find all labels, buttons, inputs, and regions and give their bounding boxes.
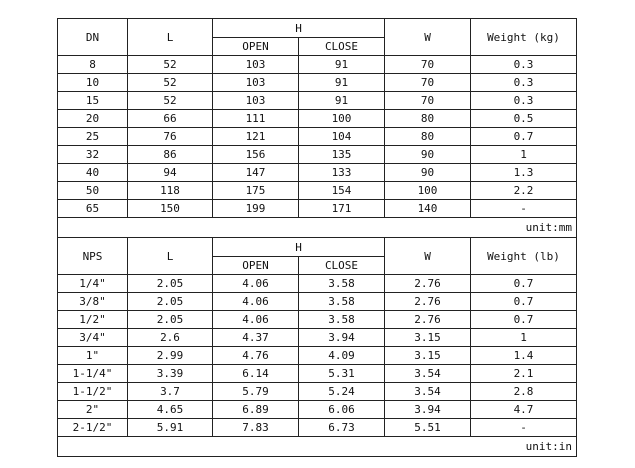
- metric-h-open-cell: 103: [213, 92, 299, 110]
- table-row: [58, 419, 577, 437]
- imperial-h-open-cell: 7.83: [213, 419, 299, 437]
- imperial-unit-label: unit:in: [58, 437, 577, 457]
- table-row: [58, 365, 577, 383]
- imperial-w-cell: 5.51: [385, 419, 471, 437]
- imperial-weight-cell: 0.7: [471, 293, 577, 311]
- imperial-h-open-cell: 6.14: [213, 365, 299, 383]
- imperial-w-cell: 3.54: [385, 365, 471, 383]
- metric-l-cell: 66: [128, 110, 213, 128]
- metric-w-cell: 80: [385, 110, 471, 128]
- metric-l-cell: 52: [128, 56, 213, 74]
- metric-weight-cell: 0.3: [471, 56, 577, 74]
- table-row: [58, 164, 577, 182]
- table-row: [58, 311, 577, 329]
- imperial-l-cell: 3.7: [128, 383, 213, 401]
- imperial-l-header: L: [128, 238, 213, 275]
- imperial-h-open-cell: 5.79: [213, 383, 299, 401]
- imperial-h-close-cell: 4.09: [299, 347, 385, 365]
- imperial-l-cell: 2.05: [128, 275, 213, 293]
- imperial-weight-cell: 2.8: [471, 383, 577, 401]
- metric-size-cell: 25: [58, 128, 128, 146]
- table-row: [58, 329, 577, 347]
- metric-w-cell: 80: [385, 128, 471, 146]
- metric-w-cell: 70: [385, 92, 471, 110]
- imperial-l-cell: 2.05: [128, 311, 213, 329]
- imperial-w-cell: 2.76: [385, 275, 471, 293]
- imperial-h-close-cell: 3.58: [299, 275, 385, 293]
- table-row: [58, 74, 577, 92]
- imperial-h-open-cell: 4.06: [213, 311, 299, 329]
- imperial-h-close-cell: 3.58: [299, 311, 385, 329]
- metric-h-open-cell: 175: [213, 182, 299, 200]
- metric-h-close-cell: 100: [299, 110, 385, 128]
- imperial-h-close-cell: 5.31: [299, 365, 385, 383]
- metric-l-cell: 118: [128, 182, 213, 200]
- table-row: [58, 146, 577, 164]
- dimension-table-body: [58, 19, 577, 457]
- imperial-h-open-cell: 4.76: [213, 347, 299, 365]
- metric-h-open-cell: 156: [213, 146, 299, 164]
- metric-weight-header: Weight (kg): [471, 19, 577, 56]
- metric-h-header: H: [213, 19, 385, 38]
- imperial-weight-cell: 2.1: [471, 365, 577, 383]
- table-row: [58, 182, 577, 200]
- metric-unit-label: unit:mm: [58, 218, 577, 238]
- imperial-size-cell: 1/4": [58, 275, 128, 293]
- imperial-size-cell: 2-1/2": [58, 419, 128, 437]
- imperial-w-cell: 2.76: [385, 311, 471, 329]
- metric-w-header: W: [385, 19, 471, 56]
- imperial-size-cell: 1/2": [58, 311, 128, 329]
- imperial-l-cell: 4.65: [128, 401, 213, 419]
- imperial-h-close-cell: 5.24: [299, 383, 385, 401]
- metric-h-close-cell: 133: [299, 164, 385, 182]
- metric-weight-cell: -: [471, 200, 577, 218]
- imperial-h-close-cell: 3.58: [299, 293, 385, 311]
- metric-h-open-cell: 121: [213, 128, 299, 146]
- metric-weight-cell: 0.3: [471, 92, 577, 110]
- metric-h-open-cell: 103: [213, 74, 299, 92]
- imperial-size-header: NPS: [58, 238, 128, 275]
- imperial-h-open-cell: 4.37: [213, 329, 299, 347]
- metric-size-cell: 50: [58, 182, 128, 200]
- imperial-w-cell: 3.94: [385, 401, 471, 419]
- imperial-weight-cell: 1: [471, 329, 577, 347]
- imperial-weight-cell: 4.7: [471, 401, 577, 419]
- metric-l-cell: 86: [128, 146, 213, 164]
- imperial-h-close-cell: 3.94: [299, 329, 385, 347]
- imperial-size-cell: 2": [58, 401, 128, 419]
- imperial-l-cell: 2.6: [128, 329, 213, 347]
- imperial-size-cell: 1-1/4": [58, 365, 128, 383]
- imperial-size-cell: 3/8": [58, 293, 128, 311]
- imperial-unit-row: [58, 437, 577, 457]
- metric-w-cell: 140: [385, 200, 471, 218]
- imperial-h-open-cell: 6.89: [213, 401, 299, 419]
- metric-weight-cell: 0.3: [471, 74, 577, 92]
- table-row: [58, 401, 577, 419]
- imperial-l-cell: 2.99: [128, 347, 213, 365]
- metric-weight-cell: 1.3: [471, 164, 577, 182]
- imperial-weight-header: Weight (lb): [471, 238, 577, 275]
- metric-h-close-cell: 91: [299, 56, 385, 74]
- imperial-h-open-header: OPEN: [213, 257, 299, 275]
- imperial-h-header: H: [213, 238, 385, 257]
- metric-l-cell: 150: [128, 200, 213, 218]
- metric-size-cell: 65: [58, 200, 128, 218]
- metric-h-open-cell: 103: [213, 56, 299, 74]
- table-row: [58, 275, 577, 293]
- metric-w-cell: 70: [385, 74, 471, 92]
- imperial-weight-cell: 1.4: [471, 347, 577, 365]
- metric-weight-cell: 0.5: [471, 110, 577, 128]
- table-row: [58, 383, 577, 401]
- metric-size-cell: 32: [58, 146, 128, 164]
- metric-size-cell: 40: [58, 164, 128, 182]
- imperial-l-cell: 3.39: [128, 365, 213, 383]
- metric-h-close-header: CLOSE: [299, 38, 385, 56]
- dimension-table: [57, 18, 577, 457]
- imperial-w-cell: 2.76: [385, 293, 471, 311]
- imperial-h-close-header: CLOSE: [299, 257, 385, 275]
- table-row: [58, 200, 577, 218]
- imperial-l-cell: 2.05: [128, 293, 213, 311]
- imperial-h-open-cell: 4.06: [213, 293, 299, 311]
- metric-unit-row: [58, 218, 577, 238]
- metric-h-close-cell: 135: [299, 146, 385, 164]
- imperial-weight-cell: 0.7: [471, 311, 577, 329]
- metric-w-cell: 90: [385, 164, 471, 182]
- imperial-w-cell: 3.54: [385, 383, 471, 401]
- metric-l-cell: 52: [128, 92, 213, 110]
- metric-size-cell: 10: [58, 74, 128, 92]
- table-row: [58, 110, 577, 128]
- metric-h-open-cell: 199: [213, 200, 299, 218]
- imperial-h-open-cell: 4.06: [213, 275, 299, 293]
- metric-h-close-cell: 91: [299, 92, 385, 110]
- table-row: [58, 128, 577, 146]
- imperial-w-cell: 3.15: [385, 329, 471, 347]
- metric-size-cell: 20: [58, 110, 128, 128]
- table-row: [58, 92, 577, 110]
- metric-h-close-cell: 154: [299, 182, 385, 200]
- metric-l-header: L: [128, 19, 213, 56]
- metric-size-cell: 15: [58, 92, 128, 110]
- metric-h-close-cell: 104: [299, 128, 385, 146]
- metric-size-header: DN: [58, 19, 128, 56]
- metric-w-cell: 100: [385, 182, 471, 200]
- table-row: [58, 347, 577, 365]
- imperial-l-cell: 5.91: [128, 419, 213, 437]
- metric-header-row: [58, 19, 577, 38]
- imperial-h-close-cell: 6.06: [299, 401, 385, 419]
- imperial-header-row: [58, 238, 577, 257]
- imperial-h-close-cell: 6.73: [299, 419, 385, 437]
- metric-w-cell: 70: [385, 56, 471, 74]
- imperial-w-cell: 3.15: [385, 347, 471, 365]
- imperial-size-cell: 1-1/2": [58, 383, 128, 401]
- dimension-sheet: [57, 18, 576, 457]
- metric-w-cell: 90: [385, 146, 471, 164]
- metric-h-close-cell: 91: [299, 74, 385, 92]
- imperial-size-cell: 3/4": [58, 329, 128, 347]
- metric-l-cell: 76: [128, 128, 213, 146]
- metric-h-open-header: OPEN: [213, 38, 299, 56]
- table-row: [58, 293, 577, 311]
- metric-h-close-cell: 171: [299, 200, 385, 218]
- metric-l-cell: 52: [128, 74, 213, 92]
- metric-l-cell: 94: [128, 164, 213, 182]
- table-row: [58, 56, 577, 74]
- imperial-w-header: W: [385, 238, 471, 275]
- metric-weight-cell: 1: [471, 146, 577, 164]
- metric-h-open-cell: 147: [213, 164, 299, 182]
- imperial-weight-cell: -: [471, 419, 577, 437]
- metric-weight-cell: 2.2: [471, 182, 577, 200]
- imperial-size-cell: 1": [58, 347, 128, 365]
- imperial-weight-cell: 0.7: [471, 275, 577, 293]
- metric-weight-cell: 0.7: [471, 128, 577, 146]
- metric-h-open-cell: 111: [213, 110, 299, 128]
- metric-size-cell: 8: [58, 56, 128, 74]
